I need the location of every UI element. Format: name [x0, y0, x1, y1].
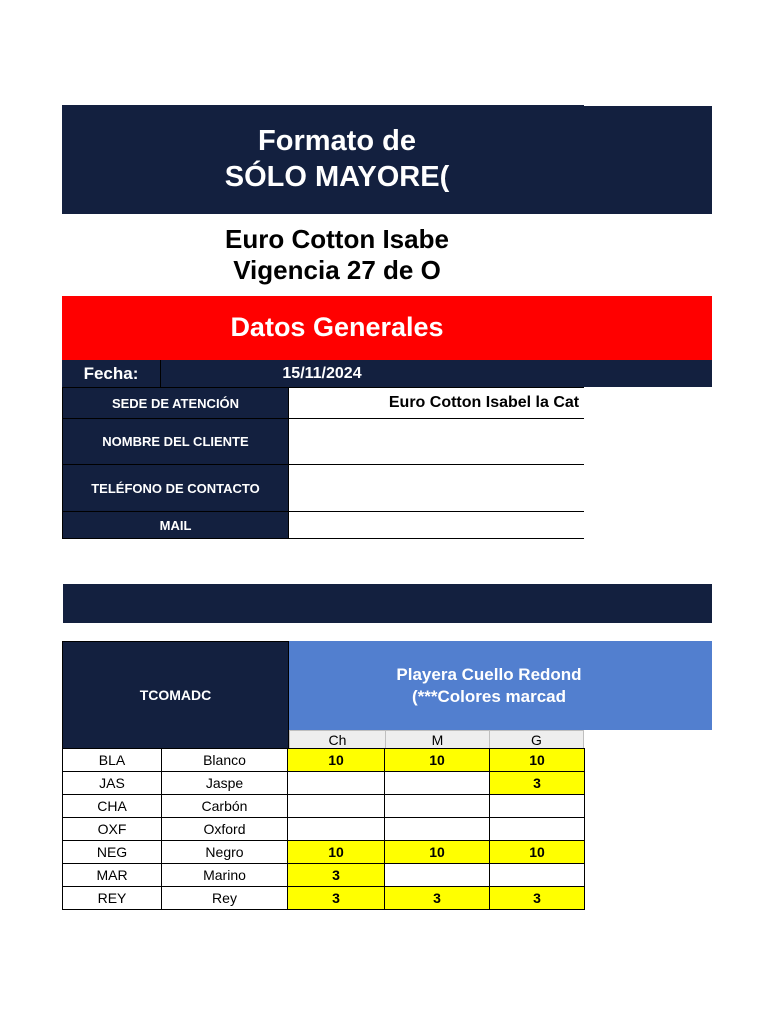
qty-cell[interactable]: 10 [490, 749, 585, 772]
size-m: M [385, 730, 490, 749]
mail-field[interactable] [288, 511, 584, 539]
table-row [63, 818, 585, 841]
color-code: REY [63, 887, 162, 910]
qty-cell[interactable] [288, 818, 385, 841]
code-header: TCOMADC [62, 641, 289, 749]
table-row [63, 749, 585, 772]
qty-cell[interactable] [385, 795, 490, 818]
color-name: Carbón [162, 795, 288, 818]
table-row [63, 887, 585, 910]
subtitle-line-2: Vigencia 27 de O [233, 255, 441, 285]
qty-cell[interactable]: 10 [288, 749, 385, 772]
product-title-clip [289, 641, 584, 730]
title-band-extension [584, 106, 712, 214]
table-row [63, 841, 585, 864]
size-header-row [289, 730, 584, 749]
title-line-2: SÓLO MAYORE( [224, 161, 450, 193]
product-table [62, 748, 585, 910]
fecha-value: 15/11/2024 [282, 364, 362, 382]
size-ch: Ch [289, 730, 386, 749]
color-code: CHA [63, 795, 162, 818]
table-row [63, 795, 585, 818]
cliente-label: NOMBRE DEL CLIENTE [62, 418, 289, 465]
qty-cell[interactable]: 10 [385, 841, 490, 864]
color-name: Marino [162, 864, 288, 887]
product-title-line-2: (***Colores marcad [411, 687, 566, 706]
section-title: Datos Generales [230, 312, 444, 342]
sede-value: Euro Cotton Isabel la Cat [388, 394, 580, 411]
fecha-label: Fecha: [62, 360, 161, 387]
separator-band [63, 584, 712, 623]
qty-cell[interactable]: 3 [288, 864, 385, 887]
product-title-line-1: Playera Cuello Redond [396, 665, 582, 684]
telefono-field[interactable] [288, 464, 584, 512]
qty-cell[interactable] [490, 864, 585, 887]
qty-cell[interactable]: 3 [385, 887, 490, 910]
section-band-extension [584, 296, 712, 360]
mail-label: MAIL [62, 511, 289, 539]
color-code: NEG [63, 841, 162, 864]
size-g: G [489, 730, 584, 749]
form-area [62, 105, 584, 545]
qty-cell[interactable] [288, 772, 385, 795]
qty-cell[interactable]: 3 [288, 887, 385, 910]
cliente-field[interactable] [288, 418, 584, 465]
sede-field[interactable] [288, 387, 584, 419]
fecha-band-extension [584, 360, 712, 387]
qty-cell[interactable] [385, 864, 490, 887]
color-name: Blanco [162, 749, 288, 772]
section-header [62, 296, 584, 360]
qty-cell[interactable]: 10 [490, 841, 585, 864]
sede-label: SEDE DE ATENCIÓN [62, 387, 289, 419]
color-code: MAR [63, 864, 162, 887]
color-name: Rey [162, 887, 288, 910]
title-line-1: Formato de [258, 125, 416, 157]
color-code: JAS [63, 772, 162, 795]
qty-cell[interactable] [385, 772, 490, 795]
qty-cell[interactable] [385, 818, 490, 841]
color-code: BLA [63, 749, 162, 772]
color-name: Negro [162, 841, 288, 864]
color-code: OXF [63, 818, 162, 841]
qty-cell[interactable]: 3 [490, 772, 585, 795]
subtitle-line-1: Euro Cotton Isabe [225, 224, 449, 254]
title-header [62, 105, 584, 214]
color-name: Jaspe [162, 772, 288, 795]
qty-cell[interactable]: 10 [288, 841, 385, 864]
color-name: Oxford [162, 818, 288, 841]
subtitle-header [62, 214, 584, 296]
qty-cell[interactable]: 3 [490, 887, 585, 910]
fecha-row [62, 360, 584, 387]
qty-cell[interactable] [490, 818, 585, 841]
qty-cell[interactable] [490, 795, 585, 818]
qty-cell[interactable] [288, 795, 385, 818]
qty-cell[interactable]: 10 [385, 749, 490, 772]
telefono-label: TELÉFONO DE CONTACTO [62, 464, 289, 512]
product-title-band [289, 641, 712, 730]
table-row [63, 772, 585, 795]
table-row [63, 864, 585, 887]
